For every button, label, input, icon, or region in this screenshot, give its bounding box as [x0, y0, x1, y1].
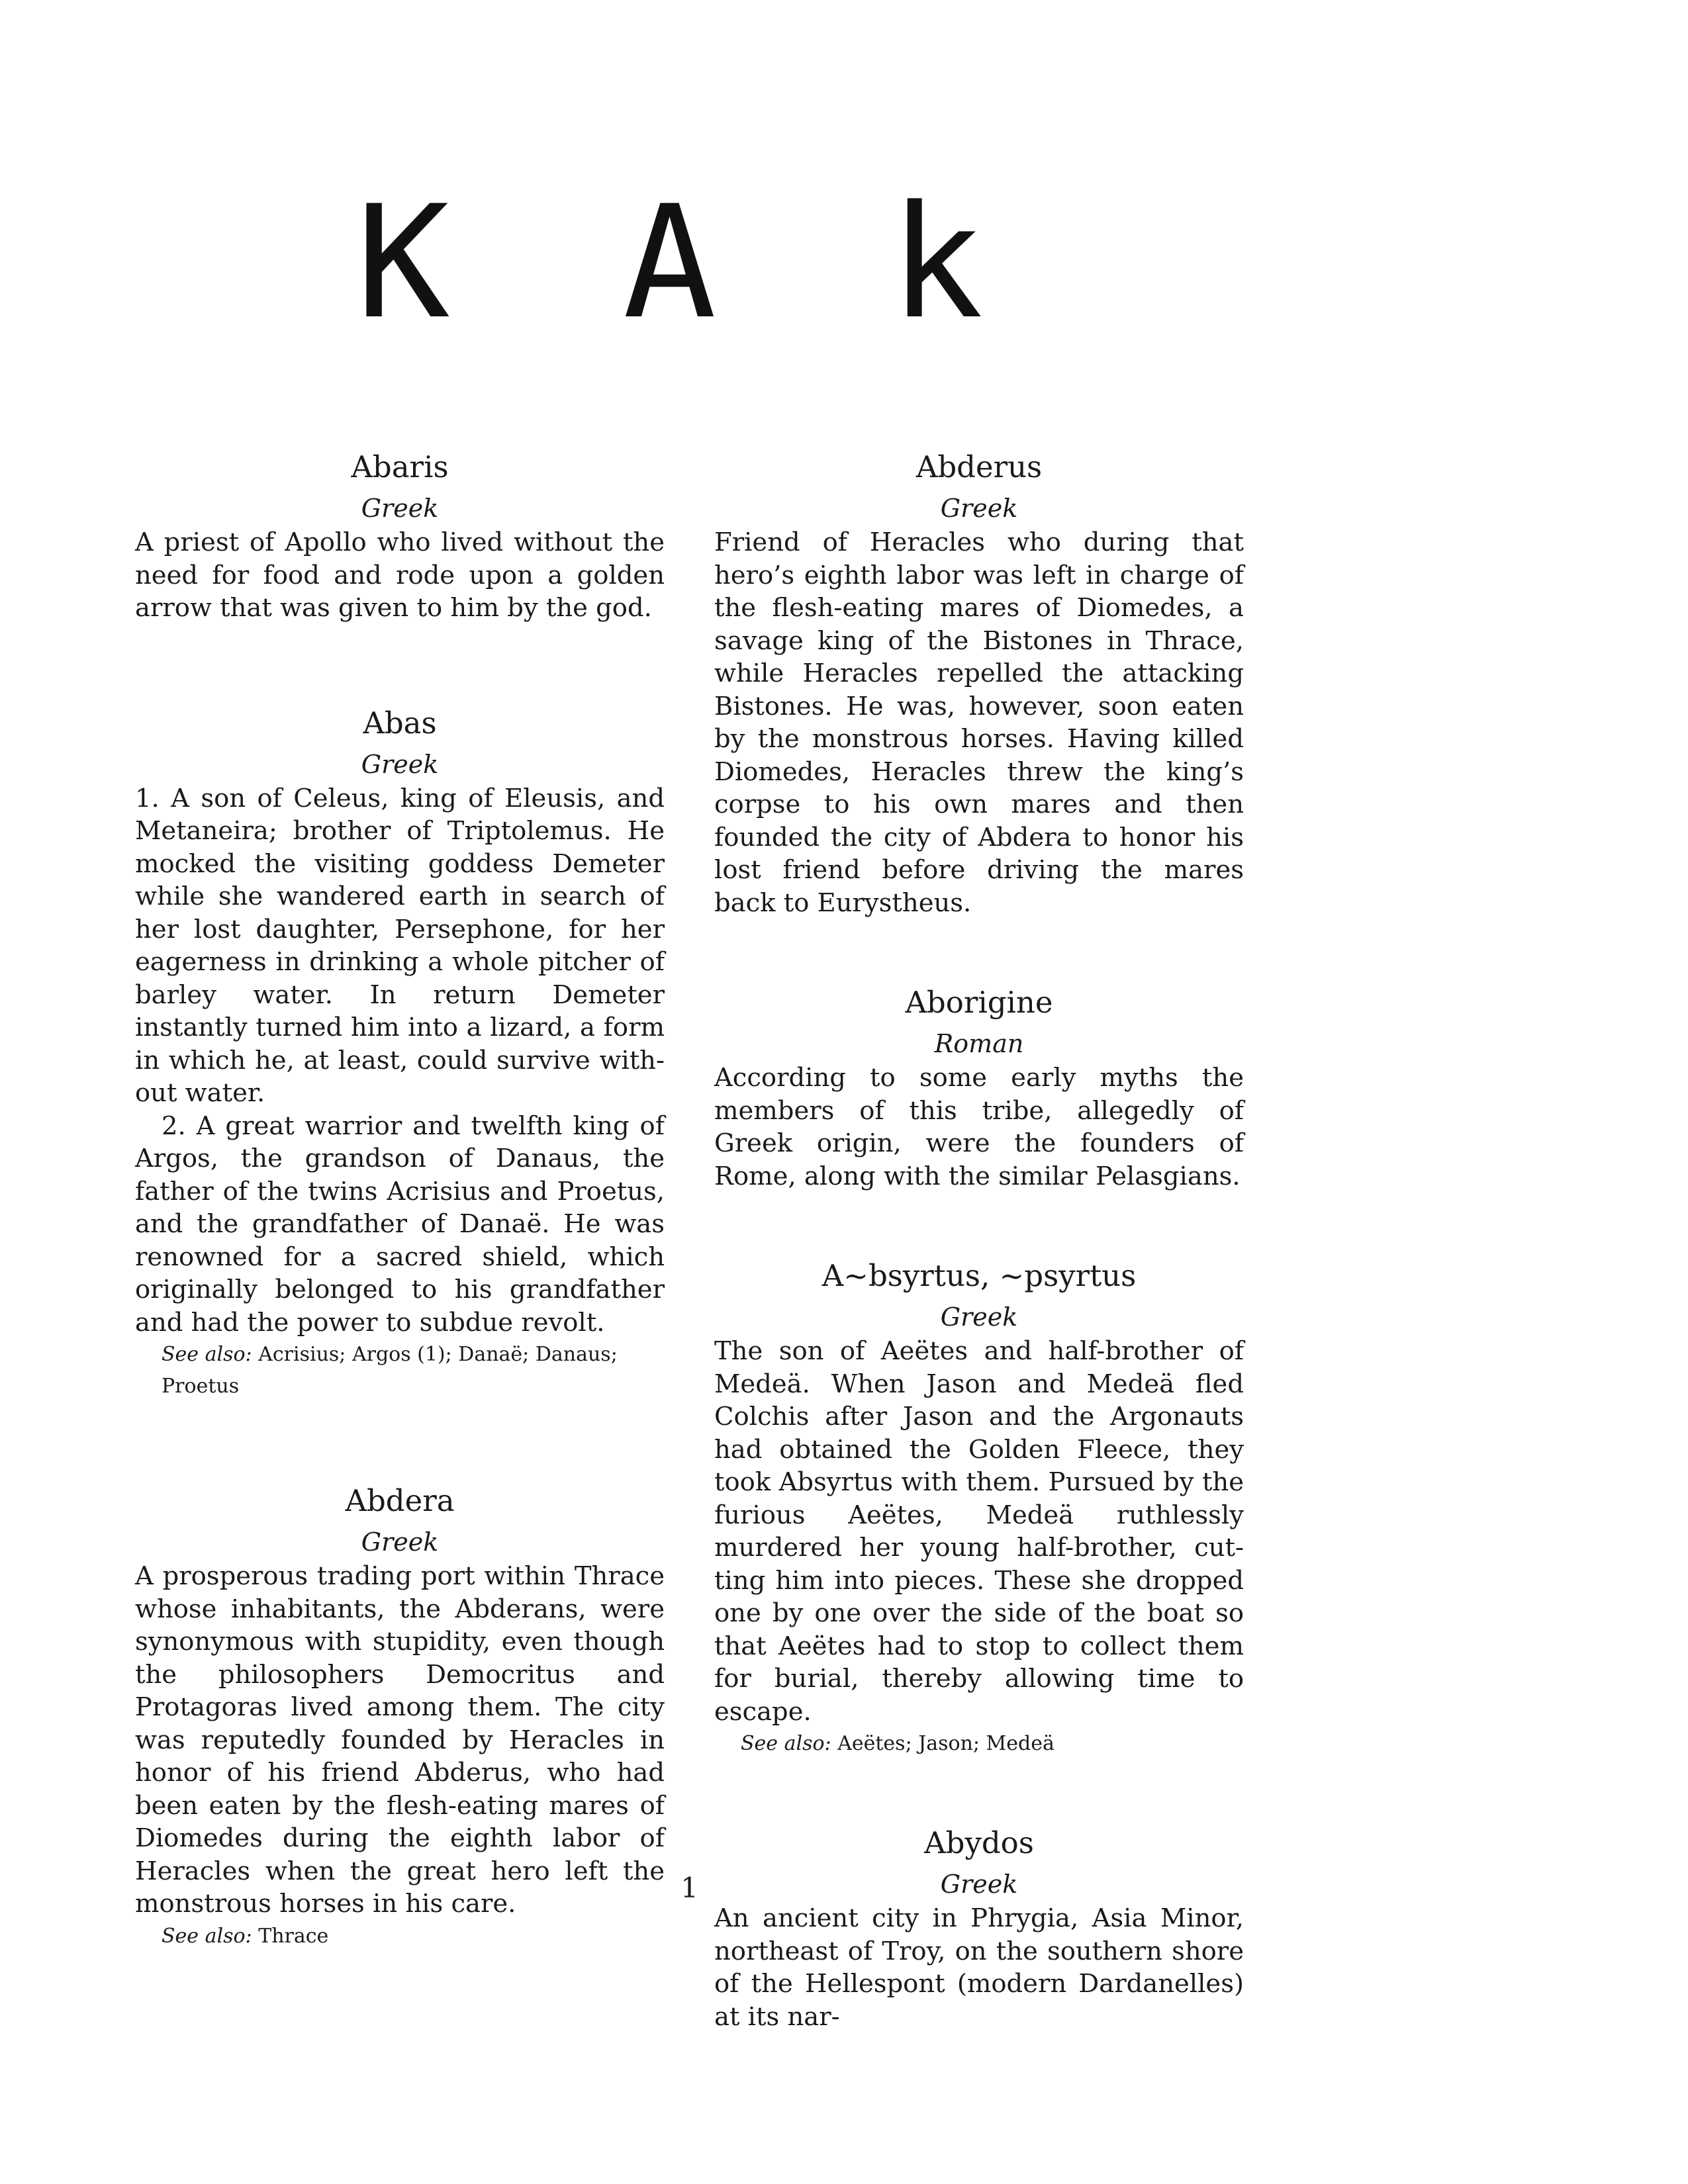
entry-body — [135, 526, 665, 625]
entry-origin: Greek — [361, 749, 439, 779]
entry-body — [135, 1560, 665, 1921]
entry-abaris — [135, 447, 665, 625]
page-title: K A k — [355, 173, 1023, 353]
see-also — [135, 1921, 665, 1952]
entry-origin: Greek — [361, 1527, 439, 1557]
entry-origin: Greek — [361, 494, 439, 523]
entry-body — [714, 1902, 1244, 2033]
entry-paragraph: A priest of Apollo who lived without the need for food and rode upon a golden arrow that was given to him by the god. — [135, 527, 665, 623]
right-column — [714, 447, 1244, 2033]
entry-headword: A~bsyrtus, ~psyrtus — [821, 1258, 1137, 1293]
entry-headword: Abdera — [345, 1483, 455, 1518]
entry-origin: Greek — [940, 1302, 1018, 1332]
entry-origin: Greek — [940, 494, 1018, 523]
entry-body — [714, 1335, 1244, 1728]
see-also-label: See also: — [162, 1924, 252, 1948]
entry-abderus — [714, 447, 1244, 919]
see-also-refs: Acrisius; Argos (1); Danaë; Danaus; Proetus — [162, 1343, 618, 1398]
entry-absyrtus — [714, 1255, 1244, 1760]
entry-paragraph: A prosperous trading port within Thrace whose inhabitants, the Abderans, were synonymous with stupidity, even though the philosophers Democritus and Protagoras lived among them. The city was reputedly founded by Heracles in honor of his friend Abderus, who had been eaten by the flesh-eating mares of Diomedes during the eighth labor of Heracles when the great hero left the monstrous horses in his care. — [135, 1561, 665, 1919]
see-also — [714, 1728, 1244, 1760]
entry-body — [135, 782, 665, 1340]
left-column — [135, 447, 665, 1952]
entry-origin: Greek — [940, 1870, 1018, 1899]
entry-body — [714, 526, 1244, 919]
entry-paragraph: 1. A son of Celeus, king of Eleusis, and Metaneira; brother of Triptolemus. He mocked the visiting goddess Demeter while she wandered earth in search of her lost daughter, Persephone, for her eagerness in drinking a whole pitcher of barley water. In return Demeter instantly turned him into a lizard, a form in which he, at least, could survive without water. — [135, 783, 665, 1108]
see-also-refs: Aeëtes; Jason; Medeä — [837, 1732, 1055, 1755]
see-also-label: See also: — [162, 1343, 252, 1366]
entry-origin: Roman — [934, 1029, 1024, 1058]
entry-paragraph: Friend of Heracles who during that hero’s eighth labor was left in charge of the flesh-eating mares of Diomedes, a savage king of the Bistones in Thrace, while Heracles repelled the attacking Bistones. He was, however, soon eaten by the monstrous horses. Having killed Diomedes, Heracles threw the king’s corpse to his own mares and then founded the city of Abdera to honor his lost friend before driving the mares back to Eurystheus. — [714, 527, 1244, 918]
see-also-label: See also: — [741, 1732, 831, 1755]
entry-paragraph: 2. A great warrior and twelfth king of Argos, the grandson of Danaus, the father of the twins Acrisius and Proetus, and the grandfather of Danaë. He was renowned for a sacred shield, which originally belonged to his grandfather and had the power to subdue revolt. — [135, 1111, 665, 1338]
entry-abydos — [714, 1823, 1244, 2033]
entry-aborigine — [714, 982, 1244, 1193]
entry-paragraph: An ancient city in Phrygia, Asia Minor, northeast of Troy, on the southern shore of the Hellespont (modern Dardanelles) at its nar- — [714, 1903, 1244, 2032]
entry-body — [714, 1062, 1244, 1193]
entry-headword: Aborigine — [905, 985, 1053, 1020]
entry-abas — [135, 703, 665, 1403]
entry-headword: Abderus — [915, 449, 1043, 484]
entry-paragraph: According to some early myths the members of this tribe, allegedly of Greek origin, were the founders of Rome, along with the similar Pelasgians. — [714, 1063, 1244, 1191]
entry-headword: Abydos — [924, 1825, 1034, 1860]
see-also — [135, 1339, 665, 1402]
entry-paragraph: The son of Aeëtes and half-brother of Medeä. When Jason and Medeä fled Colchis after Jason and the Argonauts had obtained the Golden Fleece, they took Absyrtus with them. Pursued by the furious Aeëtes, Medeä ruthlessly murdered her young half-brother, cutting him into pieces. These she dropped one by one over the side of the boat so that Aeëtes had to stop to collect them for burial, thereby allowing time to escape. — [714, 1336, 1244, 1727]
entry-headword: Abaris — [351, 449, 449, 484]
see-also-refs: Thrace — [258, 1924, 329, 1948]
entry-headword: Abas — [363, 705, 437, 741]
page-number: 1 — [680, 1872, 698, 1904]
